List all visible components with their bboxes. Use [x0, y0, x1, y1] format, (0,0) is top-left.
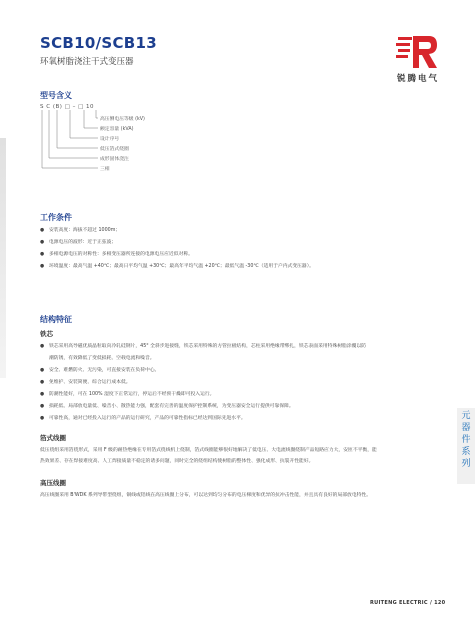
- page-subtitle: 环氧树脂浇注干式变压器: [40, 57, 134, 67]
- page-footer: RUITENG ELECTRIC / 120: [370, 600, 446, 606]
- structure-heading: 结构特征: [40, 315, 72, 324]
- model-heading: 型号含义: [40, 91, 72, 100]
- list-item-continuation: 潮防锈，有效降低了变低损耗、空载电流和噪音。: [49, 356, 155, 361]
- model-label-cast: 成形固体浇注: [100, 157, 129, 162]
- model-code: S C (B) □ – □ 10: [40, 104, 95, 110]
- work-heading: 工作条件: [40, 213, 72, 222]
- model-label-phase: 三相: [100, 167, 110, 172]
- model-label-design: 设计序号: [100, 137, 120, 142]
- list-item: ● 多相电源电压的对称性：多相变压器所连接的电源电压应近似对称。: [40, 252, 193, 257]
- left-edge-shade: [0, 138, 6, 378]
- list-item: ● 铁芯采用高导磁优质晶粒取向冷轧硅钢片，45° 全斜步进接缝，铁芯采用特殊的方管拉板结构，芯柱采用绝缘带绑扎，铁芯表面采用特殊树脂涂覆以防: [40, 344, 367, 349]
- model-label-hv: 高压侧电压等级 (kV): [100, 117, 145, 122]
- brand-name: 锐腾电气: [397, 74, 440, 84]
- foil-subtitle: 箔式线圈: [40, 434, 66, 442]
- work-bullet-list: [40, 225, 440, 273]
- list-item: ● 安全、难燃防火、无污染，可直接安装在负荷中心。: [40, 368, 160, 373]
- list-item: ● 损耗低、局部放电量低、噪音小、散热能力强，配套有完善的温度保护控制系统，为变压器安全运行提供可靠保障。: [40, 404, 294, 409]
- page-title: SCB10/SCB13: [40, 34, 158, 52]
- list-item: ● 安装高度：海拔不超过 1000m；: [40, 228, 121, 233]
- side-tab-label: 元器件系列: [461, 411, 471, 469]
- list-item: ● 电源电压的波形：近于正弦波；: [40, 240, 117, 245]
- core-subtitle: 铁芯: [40, 330, 53, 338]
- list-item: ● 环境温度：最高气温 +40℃；最高日平均气温 +30℃；最高年平均气温 +20℃；最低气温 -30℃（适用于户内式变压器）。: [40, 264, 314, 269]
- core-bullet-list: [40, 341, 440, 425]
- model-label-foil: 低压箔式绕圈: [100, 147, 129, 152]
- hv-subtitle: 高压线圈: [40, 479, 66, 487]
- hv-paragraph: 高压线圈采用 B'WDK 系列导带型绕组，铜线或铝线在高压线圈上分布，可以达到均匀分布的电压梯度和优异的抗冲击性能，并且具有良好的局部放电特性。: [40, 493, 372, 498]
- ruiteng-logo-icon: [395, 33, 440, 75]
- foil-paragraph: 低压绕组采用箔绕形式，采用 F 级的耐热绝缘在专用箔式绕线机上绕制，箔式线圈能够很好地解决了低电压、大电流线圈绕制产品短路应力大，安匝不平衡，能 热效果差、存在焊接难度高、人工焊接质量不稳定的诸多问题，同时完全的绕组结构使树脂的整体性、强化成形、抗裂开性能好。: [40, 448, 377, 464]
- list-item: ● 防潮性能好，可在 100% 湿度下正常运行，停运后不经预干燥即可投入运行。: [40, 392, 215, 397]
- list-item: ● 可靠性高，通对已经投入运行的产品的运行研究，产品的可靠性指标已经达到国际先进水平。: [40, 416, 246, 421]
- list-item: ● 免维护、安装简便、综合运行成本低。: [40, 380, 131, 385]
- model-label-capacity: 额定容量 (kVA): [100, 127, 134, 132]
